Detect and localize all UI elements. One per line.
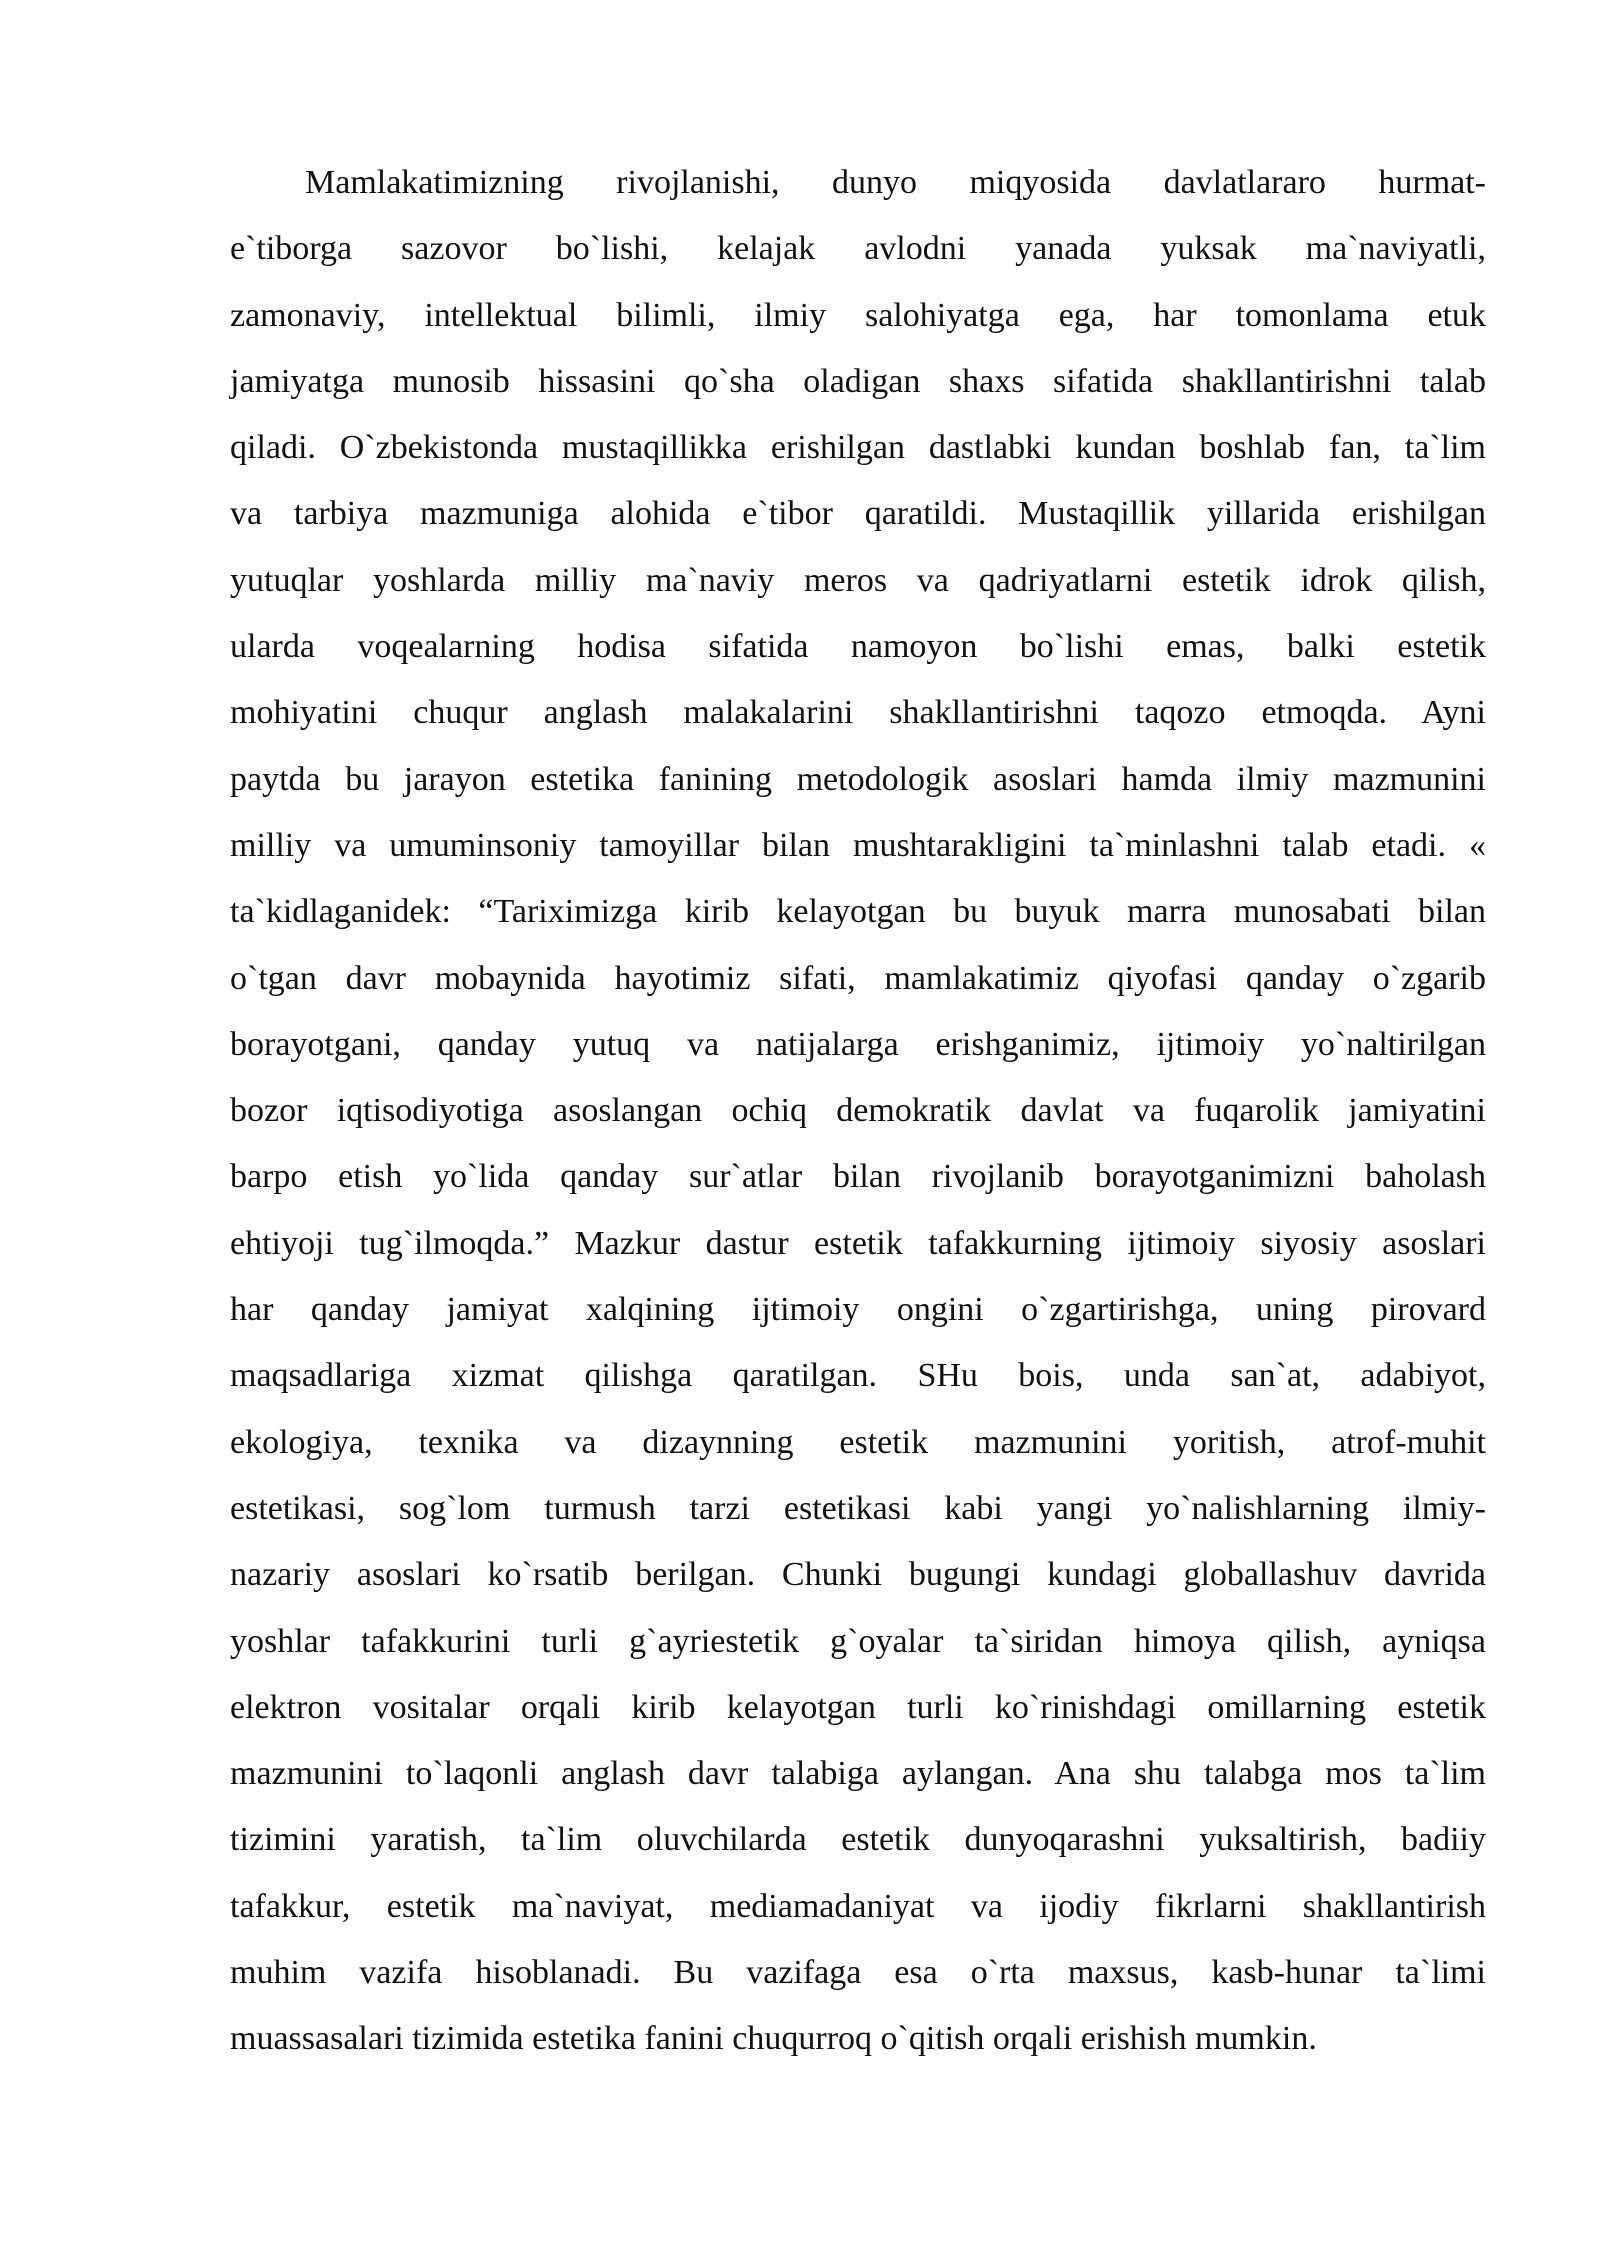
paragraph-line: barpo etish yo`lida qanday sur`atlar bilan rivojlanib borayotganimizni baholash <box>230 1158 1486 1196</box>
paragraph-line: e`tiborga sazovor bo`lishi, kelajak avlodni yanada yuksak ma`naviyatli, <box>230 230 1486 268</box>
body-paragraph <box>230 150 1486 2073</box>
paragraph-line: ta`kidlaganidek: “Tariximizga kirib kelayotgan bu buyuk marra munosabati bilan <box>230 893 1486 931</box>
paragraph-line: Mamlakatimizning rivojlanishi, dunyo miqyosida davlatlararo hurmat- <box>305 164 1486 201</box>
paragraph-line: ehtiyoji tug`ilmoqda.” Mazkur dastur estetik tafakkurning ijtimoiy siyosiy asoslari <box>230 1224 1486 1262</box>
paragraph-line: ularda voqealarning hodisa sifatida namoyon bo`lishi emas, balki estetik <box>230 628 1486 666</box>
paragraph-line: estetikasi, sog`lom turmush tarzi estetikasi kabi yangi yo`nalishlarning ilmiy- <box>230 1489 1486 1527</box>
paragraph-line: har qanday jamiyat xalqining ijtimoiy ongini o`zgartirishga, uning pirovard <box>230 1291 1486 1329</box>
paragraph-line: qiladi. O`zbekistonda mustaqillikka erishilgan dastlabki kundan boshlab fan, ta`lim <box>230 429 1486 467</box>
paragraph-line: paytda bu jarayon estetika fanining metodologik asoslari hamda ilmiy mazmunini <box>230 760 1486 798</box>
paragraph-line: muhim vazifa hisoblanadi. Bu vazifaga esa o`rta maxsus, kasb-hunar ta`limi <box>230 1954 1486 1992</box>
paragraph-line: zamonaviy, intellektual bilimli, ilmiy salohiyatga ega, har tomonlama etuk <box>230 296 1486 334</box>
paragraph-line: mazmunini to`laqonli anglash davr talabiga aylangan. Ana shu talabga mos ta`lim <box>230 1755 1486 1793</box>
paragraph-line: jamiyatga munosib hissasini qo`sha oladigan shaxs sifatida shakllantirishni talab <box>230 362 1486 400</box>
paragraph-line: va tarbiya mazmuniga alohida e`tibor qaratildi. Mustaqillik yillarida erishilgan <box>230 495 1486 533</box>
paragraph-line: yutuqlar yoshlarda milliy ma`naviy meros va qadriyatlarni estetik idrok qilish, <box>230 561 1486 599</box>
paragraph-line: tafakkur, estetik ma`naviyat, mediamadaniyat va ijodiy fikrlarni shakllantirish <box>230 1887 1486 1925</box>
paragraph-line: muassasalari tizimida estetika fanini chuqurroq o`qitish orqali erishish mumkin. <box>230 2020 1317 2058</box>
paragraph-line: elektron vositalar orqali kirib kelayotgan turli ko`rinishdagi omillarning estetik <box>230 1688 1486 1726</box>
paragraph-line: o`tgan davr mobaynida hayotimiz sifati, mamlakatimiz qiyofasi qanday o`zgarib <box>230 959 1486 997</box>
paragraph-line: nazariy asoslari ko`rsatib berilgan. Chunki bugungi kundagi globallashuv davrida <box>230 1556 1486 1594</box>
paragraph-line: tizimini yaratish, ta`lim oluvchilarda estetik dunyoqarashni yuksaltirish, badiiy <box>230 1821 1486 1859</box>
paragraph-line: borayotgani, qanday yutuq va natijalarga erishganimiz, ijtimoiy yo`naltirilgan <box>230 1025 1486 1063</box>
paragraph-line: maqsadlariga xizmat qilishga qaratilgan. SHu bois, unda san`at, adabiyot, <box>230 1357 1486 1395</box>
paragraph-line: yoshlar tafakkurini turli g`ayriestetik g`oyalar ta`siridan himoya qilish, ayniqsa <box>230 1622 1486 1660</box>
paragraph-line: ekologiya, texnika va dizaynning estetik mazmunini yoritish, atrof-muhit <box>230 1423 1486 1461</box>
paragraph-line: bozor iqtisodiyotiga asoslangan ochiq demokratik davlat va fuqarolik jamiyatini <box>230 1092 1486 1130</box>
paragraph-line: mohiyatini chuqur anglash malakalarini shakllantirishni taqozo etmoqda. Ayni <box>230 694 1486 732</box>
paragraph-line: milliy va umuminsoniy tamoyillar bilan mushtarakligini ta`minlashni talab etadi. « <box>230 826 1486 864</box>
